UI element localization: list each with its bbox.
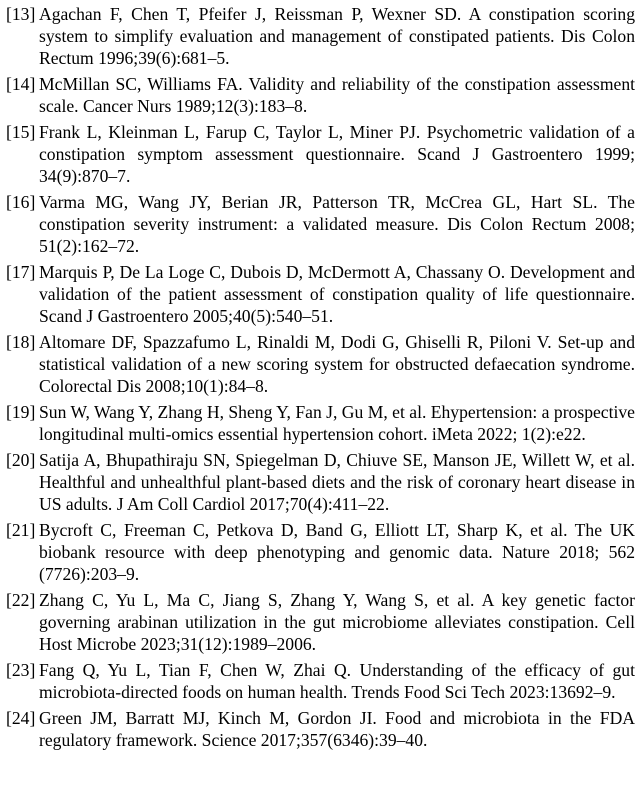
reference-number: [13] xyxy=(6,4,36,24)
reference-number: [15] xyxy=(6,122,36,142)
reference-number: [17] xyxy=(6,262,36,282)
reference-list xyxy=(6,3,635,755)
reference-item-19 xyxy=(6,401,635,445)
reference-text: Bycroft C, Freeman C, Petkova D, Band G, Elliott LT, Sharp K, et al. The UK biobank resource with deep phenotyping and genomic data. Nature 2018; 562 (7726):203–9. xyxy=(39,520,635,584)
reference-number: [19] xyxy=(6,402,36,422)
reference-text: Varma MG, Wang JY, Berian JR, Patterson TR, McCrea GL, Hart SL. The constipation severity instrument: a validated measure. Dis Colon Rectum 2008; 51(2):162–72. xyxy=(39,192,635,256)
reference-text: McMillan SC, Williams FA. Validity and reliability of the constipation assessment scale. Cancer Nurs 1989;12(3):183–8. xyxy=(39,74,635,116)
reference-text: Satija A, Bhupathiraju SN, Spiegelman D, Chiuve SE, Manson JE, Willett W, et al. Healthful and unhealthful plant-based diets and the risk of coronary heart disease in US adults. J Am Coll Cardiol 2017;70(4):411–22. xyxy=(39,450,635,514)
reference-item-16 xyxy=(6,191,635,257)
reference-text: Sun W, Wang Y, Zhang H, Sheng Y, Fan J, Gu M, et al. Ehypertension: a prospective longitudinal multi-omics essential hypertension cohort. iMeta 2022; 1(2):e22. xyxy=(39,402,635,444)
reference-item-13 xyxy=(6,3,635,69)
reference-item-18 xyxy=(6,331,635,397)
reference-item-15 xyxy=(6,121,635,187)
reference-item-20 xyxy=(6,449,635,515)
reference-text: Marquis P, De La Loge C, Dubois D, McDermott A, Chassany O. Development and validation of the patient assessment of constipation quality of life questionnaire. Scand J Gastroentero 2005;40(5):540–51. xyxy=(39,262,635,326)
reference-item-24 xyxy=(6,707,635,751)
reference-item-14 xyxy=(6,73,635,117)
reference-item-21 xyxy=(6,519,635,585)
reference-number: [22] xyxy=(6,590,36,610)
reference-text: Fang Q, Yu L, Tian F, Chen W, Zhai Q. Understanding of the efficacy of gut microbiota-directed foods on human health. Trends Food Sci Tech 2023:13692–9. xyxy=(39,660,635,702)
reference-number: [20] xyxy=(6,450,36,470)
reference-item-17 xyxy=(6,261,635,327)
reference-text: Green JM, Barratt MJ, Kinch M, Gordon JI. Food and microbiota in the FDA regulatory framework. Science 2017;357(6346):39–40. xyxy=(39,708,635,750)
reference-number: [18] xyxy=(6,332,36,352)
reference-text: Zhang C, Yu L, Ma C, Jiang S, Zhang Y, Wang S, et al. A key genetic factor governing arabinan utilization in the gut microbiome alleviates constipation. Cell Host Microbe 2023;31(12):1989–2006. xyxy=(39,590,635,654)
reference-text: Altomare DF, Spazzafumo L, Rinaldi M, Dodi G, Ghiselli R, Piloni V. Set-up and statistical validation of a new scoring system for obstructed defaecation syndrome. Colorectal Dis 2008;10(1):84–8. xyxy=(39,332,635,396)
reference-text: Frank L, Kleinman L, Farup C, Taylor L, Miner PJ. Psychometric validation of a constipation symptom assessment questionnaire. Scand J Gastroentero 1999; 34(9):870–7. xyxy=(39,122,635,186)
reference-item-22 xyxy=(6,589,635,655)
reference-number: [24] xyxy=(6,708,36,728)
reference-number: [23] xyxy=(6,660,36,680)
reference-number: [21] xyxy=(6,520,36,540)
reference-number: [16] xyxy=(6,192,36,212)
reference-number: [14] xyxy=(6,74,36,94)
reference-text: Agachan F, Chen T, Pfeifer J, Reissman P, Wexner SD. A constipation scoring system to simplify evaluation and management of constipated patients. Dis Colon Rectum 1996;39(6):681–5. xyxy=(39,4,635,68)
reference-item-23 xyxy=(6,659,635,703)
